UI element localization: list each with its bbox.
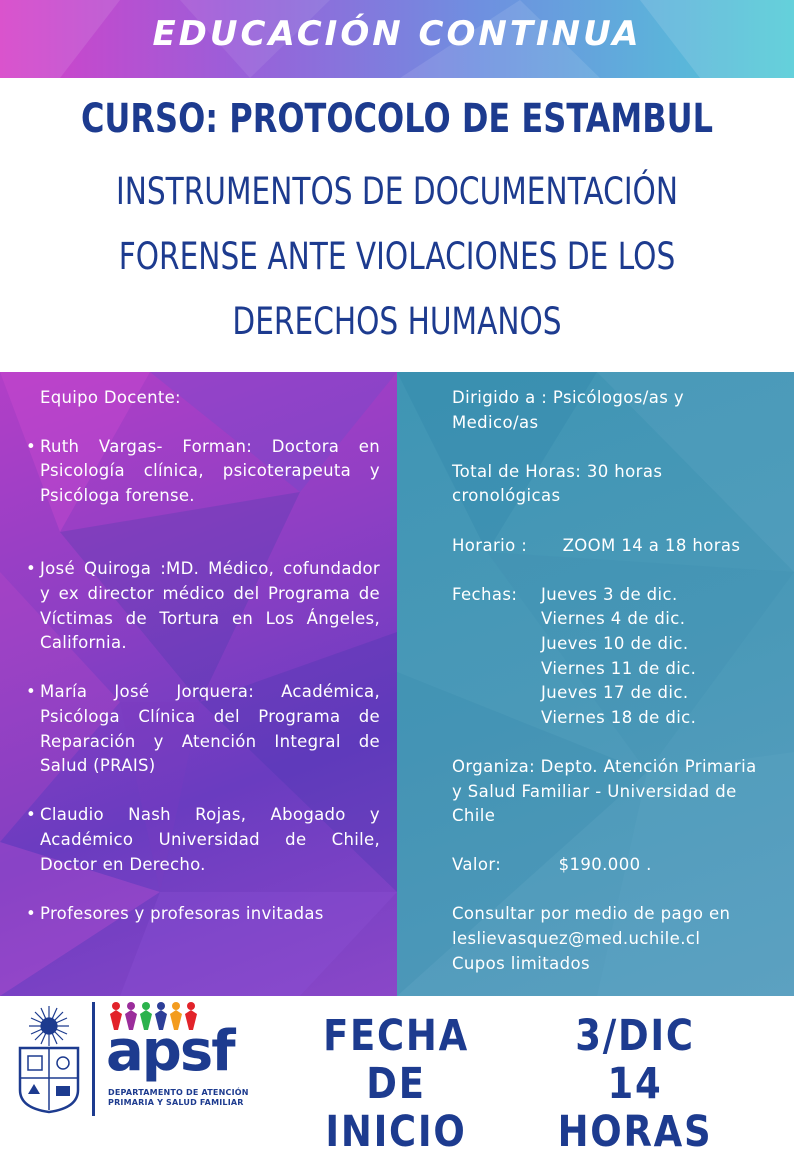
date-item: Viernes 11 de dic. — [541, 658, 697, 678]
start-date-value-line-1: 3/DIC — [575, 1011, 695, 1061]
course-title: CURSO: PROTOCOLO DE ESTAMBUL — [80, 96, 714, 142]
apsf-subtitle-line-1: DEPARTAMENTO DE ATENCIÓN — [108, 1088, 249, 1097]
course-subtitle-line-3: DERECHOS HUMANOS — [232, 300, 562, 343]
organizer-text: Organiza: Depto. Atención Primaria y Salud Familiar - Universidad de Chile — [452, 756, 757, 826]
date-item: Jueves 17 de dic. — [541, 683, 689, 703]
course-details-panel — [397, 372, 794, 996]
start-date-label-line-1: FECHA DE — [323, 1011, 469, 1109]
start-date-value-line-2: 14 HORAS — [557, 1059, 713, 1157]
contact-text: Consultar por medio de pago en — [452, 904, 731, 924]
course-subtitle-line-1: INSTRUMENTOS DE DOCUMENTACIÓN — [116, 170, 678, 213]
price-row — [452, 853, 772, 878]
start-date-value — [545, 1012, 726, 1156]
schedule-row — [452, 534, 772, 559]
teaching-team-list — [26, 435, 380, 927]
apsf-logo-subtitle — [108, 1088, 249, 1108]
team-member-item: • Ruth Vargas- Forman: Doctora en Psicología clínica, psicoterapeuta y Psicóloga forense. — [26, 435, 380, 509]
date-item: Viernes 4 de dic. — [541, 609, 686, 629]
spots-text: Cupos limitados — [452, 953, 590, 973]
course-title-block — [0, 78, 794, 370]
contact-email[interactable]: leslievasquez@med.uchile.cl — [452, 929, 701, 949]
university-of-chile-seal-icon — [14, 1004, 84, 1114]
price-label: Valor: — [452, 855, 502, 875]
team-member-item: • José Quiroga :MD. Médico, cofundador y ex director médico del Programa de Víctimas de Tortura en Los Ángeles, California. — [26, 557, 380, 655]
schedule-label: Horario : — [452, 535, 528, 555]
total-hours-text: Total de Horas: 30 horas cronológicas — [452, 461, 663, 506]
schedule-value: ZOOM 14 a 18 horas — [562, 535, 741, 555]
header-title: EDUCACIÓN CONTINUA — [152, 14, 642, 54]
price-value: $190.000 . — [558, 855, 652, 875]
dates-list — [541, 583, 772, 731]
teaching-team-content — [26, 386, 380, 951]
start-date-label — [310, 1012, 482, 1156]
team-member-item: • Claudio Nash Rojas, Abogado y Académico Universidad de Chile, Doctor en Derecho. — [26, 803, 380, 877]
date-item: Jueves 3 de dic. — [541, 584, 678, 604]
audience-text: Dirigido a : Psicólogos/as y Medico/as — [452, 388, 685, 432]
team-member-item: • Profesores y profesoras invitadas — [26, 902, 380, 927]
course-details-content — [452, 386, 772, 976]
course-subtitle-line-2: FORENSE ANTE VIOLACIONES DE LOS — [118, 235, 676, 278]
teaching-team-panel — [0, 372, 397, 996]
apsf-subtitle-line-2: PRIMARIA Y SALUD FAMILIAR — [108, 1098, 244, 1107]
teaching-team-label: Equipo Docente: — [40, 388, 181, 407]
date-item: Viernes 18 de dic. — [541, 707, 697, 727]
team-member-item: • María José Jorquera: Académica, Psicóloga Clínica del Programa de Reparación y Atención Integral de Salud (PRAIS) — [26, 680, 380, 778]
footer — [0, 996, 794, 1157]
apsf-logo-text: apsf — [106, 1019, 234, 1084]
dates-block — [452, 583, 772, 731]
dates-label: Fechas: — [452, 584, 518, 604]
logo-divider — [92, 1002, 95, 1116]
start-date-label-line-2: INICIO — [325, 1107, 467, 1157]
header-band — [0, 0, 794, 78]
date-item: Jueves 10 de dic. — [541, 633, 689, 653]
